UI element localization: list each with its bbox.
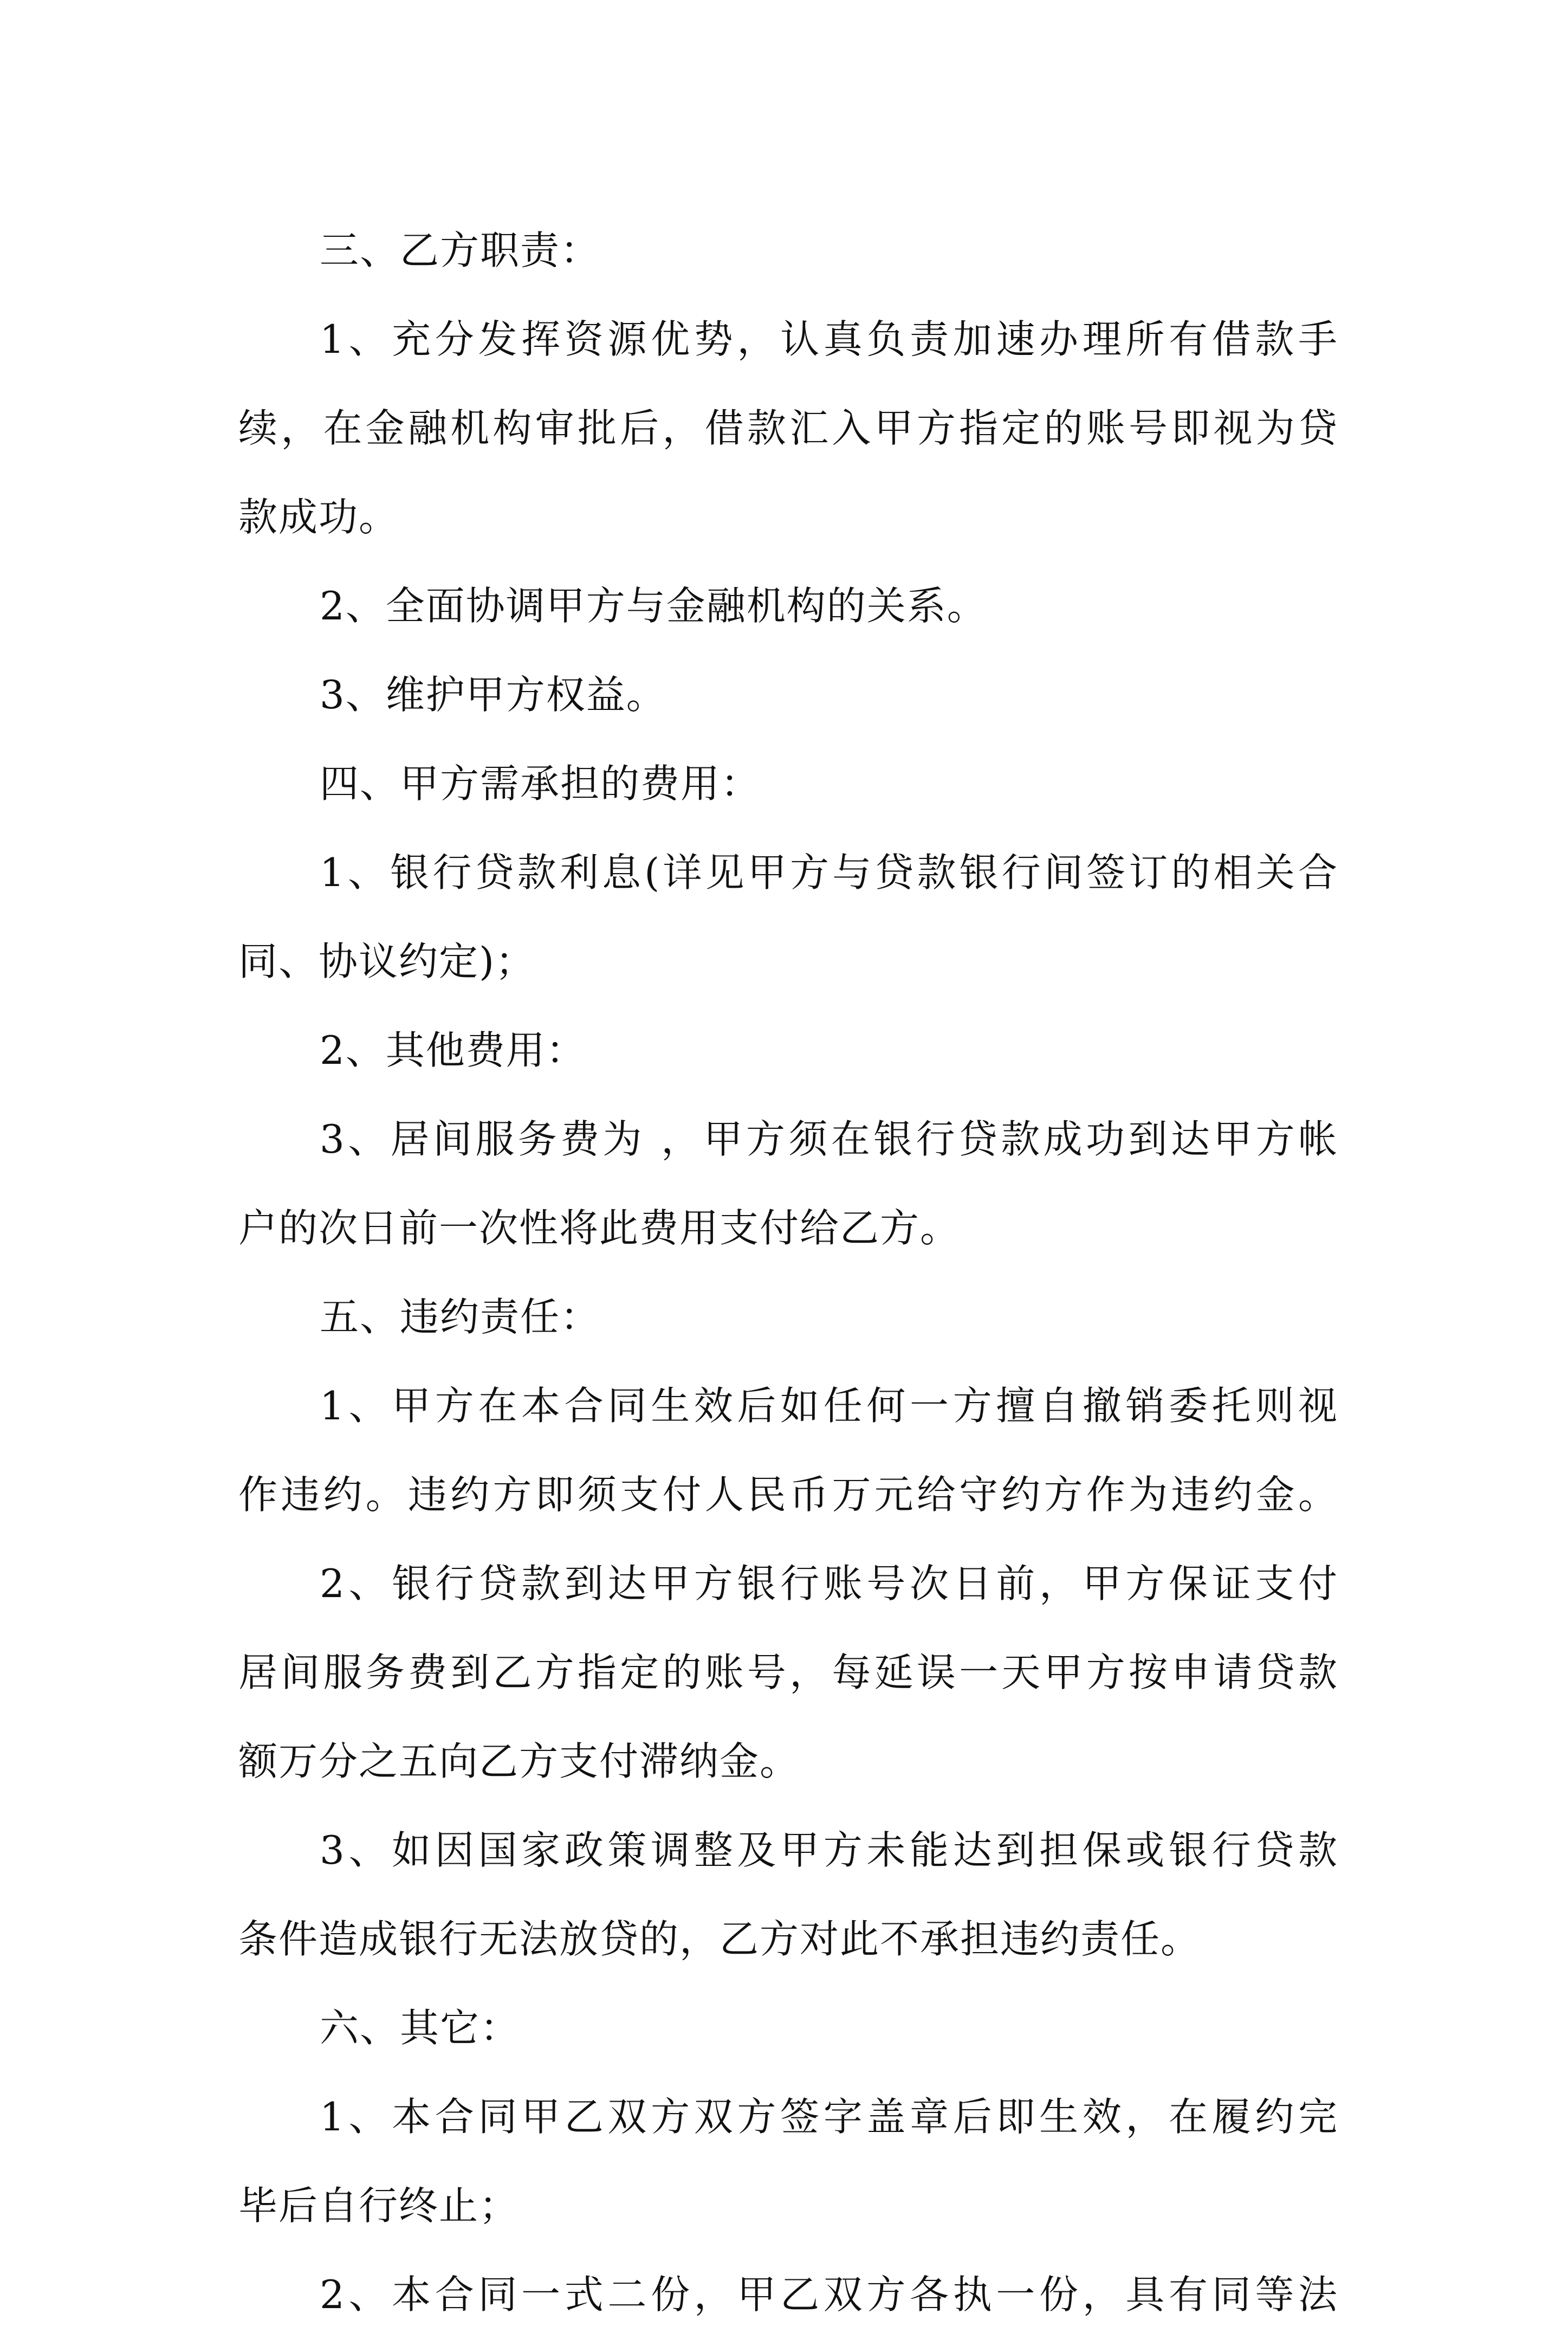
text-line: 条件造成银行无法放贷的，乙方对此不承担违约责任。 [238, 1916, 1201, 1962]
text-line: 2、本合同一式二份，甲乙双方各执一份，具有同等法 [320, 2272, 1338, 2317]
text-line: 四、甲方需承担的费用： [320, 761, 761, 806]
text-line: 额万分之五向乙方支付滞纳金。 [238, 1739, 800, 1784]
text-line: 2、全面协调甲方与金融机构的关系。 [320, 583, 987, 629]
text-line: 1、本合同甲乙双方双方签字盖章后即生效，在履约完 [320, 2094, 1338, 2140]
text-line: 同、协议约定)； [238, 939, 536, 984]
text-line: 3、维护甲方权益。 [320, 672, 666, 718]
text-line: 2、银行贷款到达甲方银行账号次日前，甲方保证支付 [320, 1561, 1338, 1606]
text-line: 续，在金融机构审批后，借款汇入甲方指定的账号即视为贷 [238, 405, 1338, 451]
text-line: 1、银行贷款利息(详见甲方与贷款银行间签订的相关合 [320, 850, 1338, 895]
text-line: 3、居间服务费为 ，甲方须在银行贷款成功到达甲方帐 [320, 1116, 1338, 1162]
text-line: 六、其它： [320, 2005, 521, 2051]
text-line: 款成功。 [238, 494, 399, 540]
text-line: 三、乙方职责： [320, 228, 601, 273]
text-line: 居间服务费到乙方指定的账号，每延误一天甲方按申请贷款 [238, 1650, 1338, 1695]
text-line: 2、其他费用： [320, 1028, 586, 1073]
text-line: 户的次日前一次性将此费用支付给乙方。 [238, 1205, 961, 1251]
text-line: 1、充分发挥资源优势，认真负责加速办理所有借款手 [320, 316, 1338, 362]
text-line: 1、甲方在本合同生效后如任何一方擅自撤销委托则视 [320, 1383, 1338, 1429]
text-line: 五、违约责任： [320, 1294, 601, 1340]
text-line: 作违约。违约方即须支付人民币万元给守约方作为违约金。 [238, 1472, 1338, 1517]
text-line: 3、如因国家政策调整及甲方未能达到担保或银行贷款 [320, 1827, 1338, 1873]
document-body [238, 206, 1338, 2339]
text-line: 毕后自行终止； [238, 2183, 520, 2228]
